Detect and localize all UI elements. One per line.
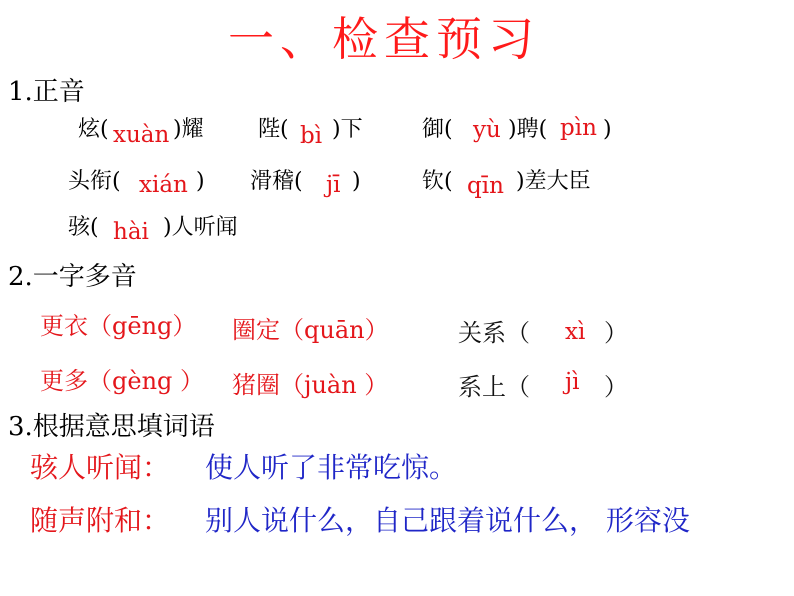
pron-item-3-pinyin: yù: [473, 117, 501, 143]
slide-title: 一、检查预习: [228, 12, 540, 66]
pron-item-7-pinyin: qīn: [467, 173, 504, 199]
polyphone-word-1: 更衣（gēng）: [40, 312, 197, 340]
polyphone-word-6-suffix: ）: [604, 373, 628, 401]
pron-item-5-prefix: 头衔(: [68, 169, 121, 194]
polyphone-word-3-suffix: ）: [604, 319, 628, 347]
pron-item-5-pinyin: xián: [139, 172, 188, 198]
polyphone-word-6-prefix: 系上（: [458, 373, 530, 401]
polyphone-word-3-pinyin: xì: [565, 319, 586, 345]
pron-item-4-suffix: ): [603, 117, 612, 142]
polyphone-word-3-prefix: 关系（: [458, 319, 530, 347]
section-heading-2: 2.一字多音: [8, 262, 137, 292]
pron-item-3-prefix: 御(: [422, 117, 453, 142]
definition-term-2: 随声附和：: [30, 504, 171, 537]
definition-term-1: 骇人听闻：: [30, 451, 171, 484]
pron-item-1-suffix: )耀: [173, 117, 204, 142]
pron-item-3-suffix: )聘(: [508, 117, 548, 142]
section-heading-3: 3.根据意思填词语: [8, 412, 215, 442]
definition-meaning-1: 使人听了非常吃惊。: [205, 451, 458, 484]
pron-item-6-pinyin: jī: [326, 172, 341, 198]
polyphone-word-5: 猪圈（juàn ）: [232, 371, 389, 399]
polyphone-word-4: 更多（gèng ）: [40, 367, 205, 395]
pron-item-2-pinyin: bì: [300, 123, 323, 149]
pron-item-2-suffix: )下: [332, 117, 363, 142]
definition-meaning-2: 别人说什么，自己跟着说什么， 形容没: [205, 504, 690, 537]
pron-item-1-prefix: 炫(: [78, 117, 109, 142]
pron-item-1-pinyin: xuàn: [113, 122, 170, 148]
pron-item-8-pinyin: hài: [113, 219, 149, 245]
pron-item-6-prefix: 滑稽(: [250, 169, 303, 194]
pron-item-8-suffix: )人听闻: [163, 215, 238, 240]
pron-item-2-prefix: 陛(: [258, 117, 289, 142]
pron-item-4-pinyin: pìn: [560, 115, 597, 141]
polyphone-word-6-pinyin: jì: [565, 369, 580, 395]
section-heading-1: 1.正音: [8, 77, 85, 107]
polyphone-word-2: 圈定（quān）: [232, 316, 389, 344]
pron-item-5-suffix: ): [196, 169, 205, 194]
pron-item-6-suffix: ): [352, 169, 361, 194]
pron-item-7-prefix: 钦(: [422, 169, 453, 194]
pron-item-7-suffix: )差大臣: [516, 169, 591, 194]
pron-item-8-prefix: 骇(: [68, 215, 99, 240]
